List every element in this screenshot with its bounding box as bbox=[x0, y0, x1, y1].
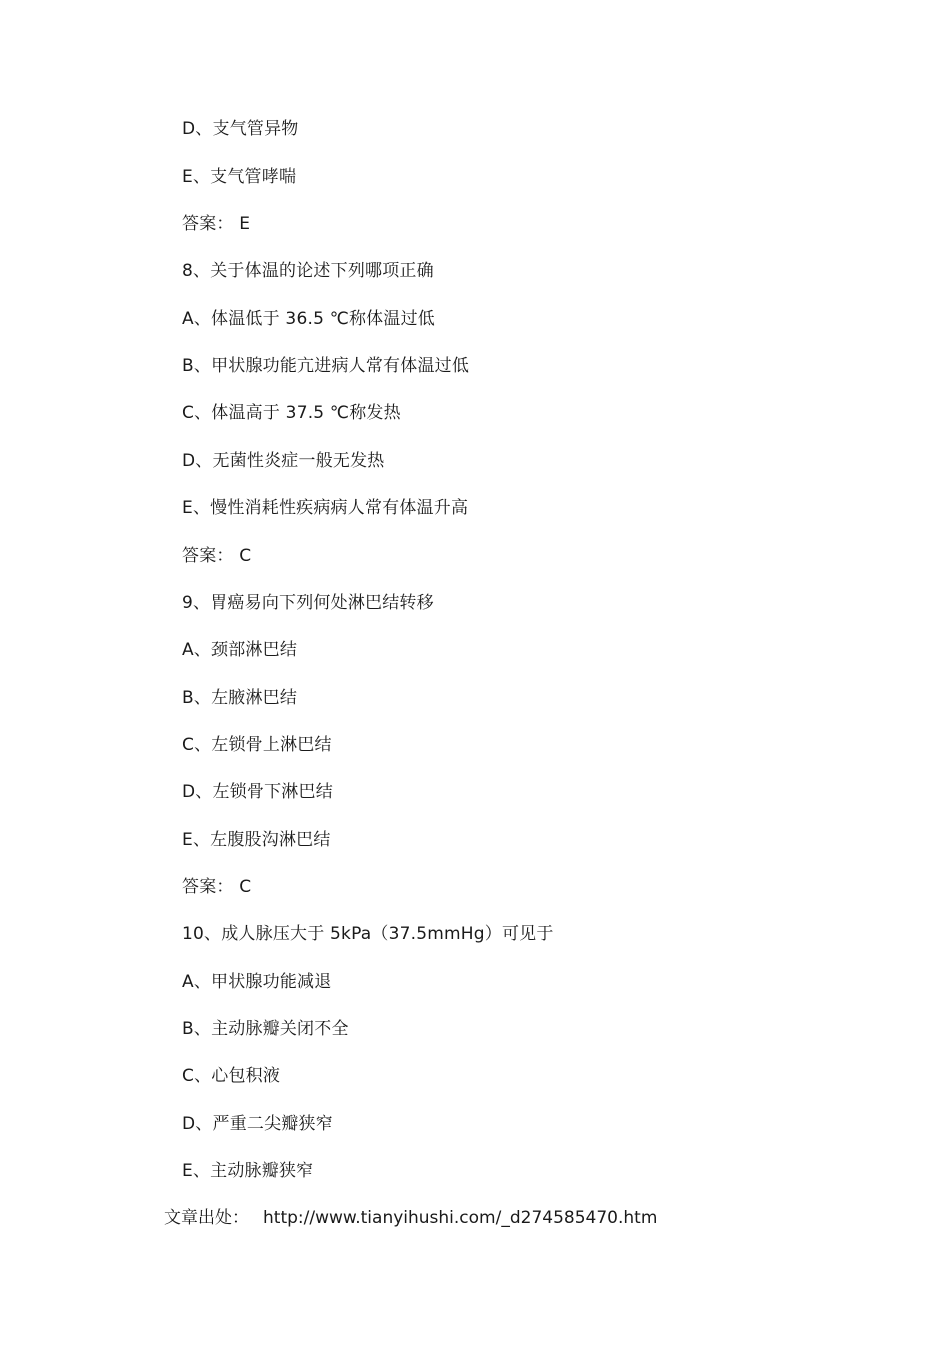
q8-option-d: D、无菌性炎症一般无发热 bbox=[182, 451, 385, 471]
source-label: 文章出处： bbox=[164, 1208, 249, 1228]
q9-option-a: A、颈部淋巴结 bbox=[182, 640, 298, 660]
q7-option-d: D、支气管异物 bbox=[182, 119, 299, 139]
q10-option-e: E、主动脉瓣狭窄 bbox=[182, 1161, 314, 1181]
q8-option-a: A、体温低于 36.5 ℃称体温过低 bbox=[182, 309, 435, 329]
q10-stem: 10、成人脉压大于 5kPa（37.5mmHg）可见于 bbox=[182, 924, 554, 944]
q7-option-e: E、支气管哮喘 bbox=[182, 167, 297, 187]
q9-answer: 答案： C bbox=[182, 877, 252, 897]
q9-option-e: E、左腹股沟淋巴结 bbox=[182, 830, 331, 850]
q8-answer: 答案： C bbox=[182, 546, 252, 566]
source-url: http://www.tianyihushi.com/_d274585470.htm bbox=[263, 1208, 658, 1228]
q9-option-b: B、左腋淋巴结 bbox=[182, 688, 298, 708]
q8-stem: 8、关于体温的论述下列哪项正确 bbox=[182, 261, 434, 281]
q7-answer: 答案： E bbox=[182, 214, 251, 234]
q10-option-a: A、甲状腺功能减退 bbox=[182, 972, 332, 992]
q8-option-c: C、体温高于 37.5 ℃称发热 bbox=[182, 403, 401, 423]
q10-option-b: B、主动脉瓣关闭不全 bbox=[182, 1019, 349, 1039]
q10-option-d: D、严重二尖瓣狭窄 bbox=[182, 1114, 333, 1134]
article-source bbox=[164, 1207, 657, 1229]
q8-option-e: E、慢性消耗性疾病病人常有体温升高 bbox=[182, 498, 469, 518]
q9-stem: 9、胃癌易向下列何处淋巴结转移 bbox=[182, 593, 434, 613]
q10-option-c: C、心包积液 bbox=[182, 1066, 281, 1086]
q9-option-d: D、左锁骨下淋巴结 bbox=[182, 782, 333, 802]
q8-option-b: B、甲状腺功能亢进病人常有体温过低 bbox=[182, 356, 470, 376]
q9-option-c: C、左锁骨上淋巴结 bbox=[182, 735, 332, 755]
